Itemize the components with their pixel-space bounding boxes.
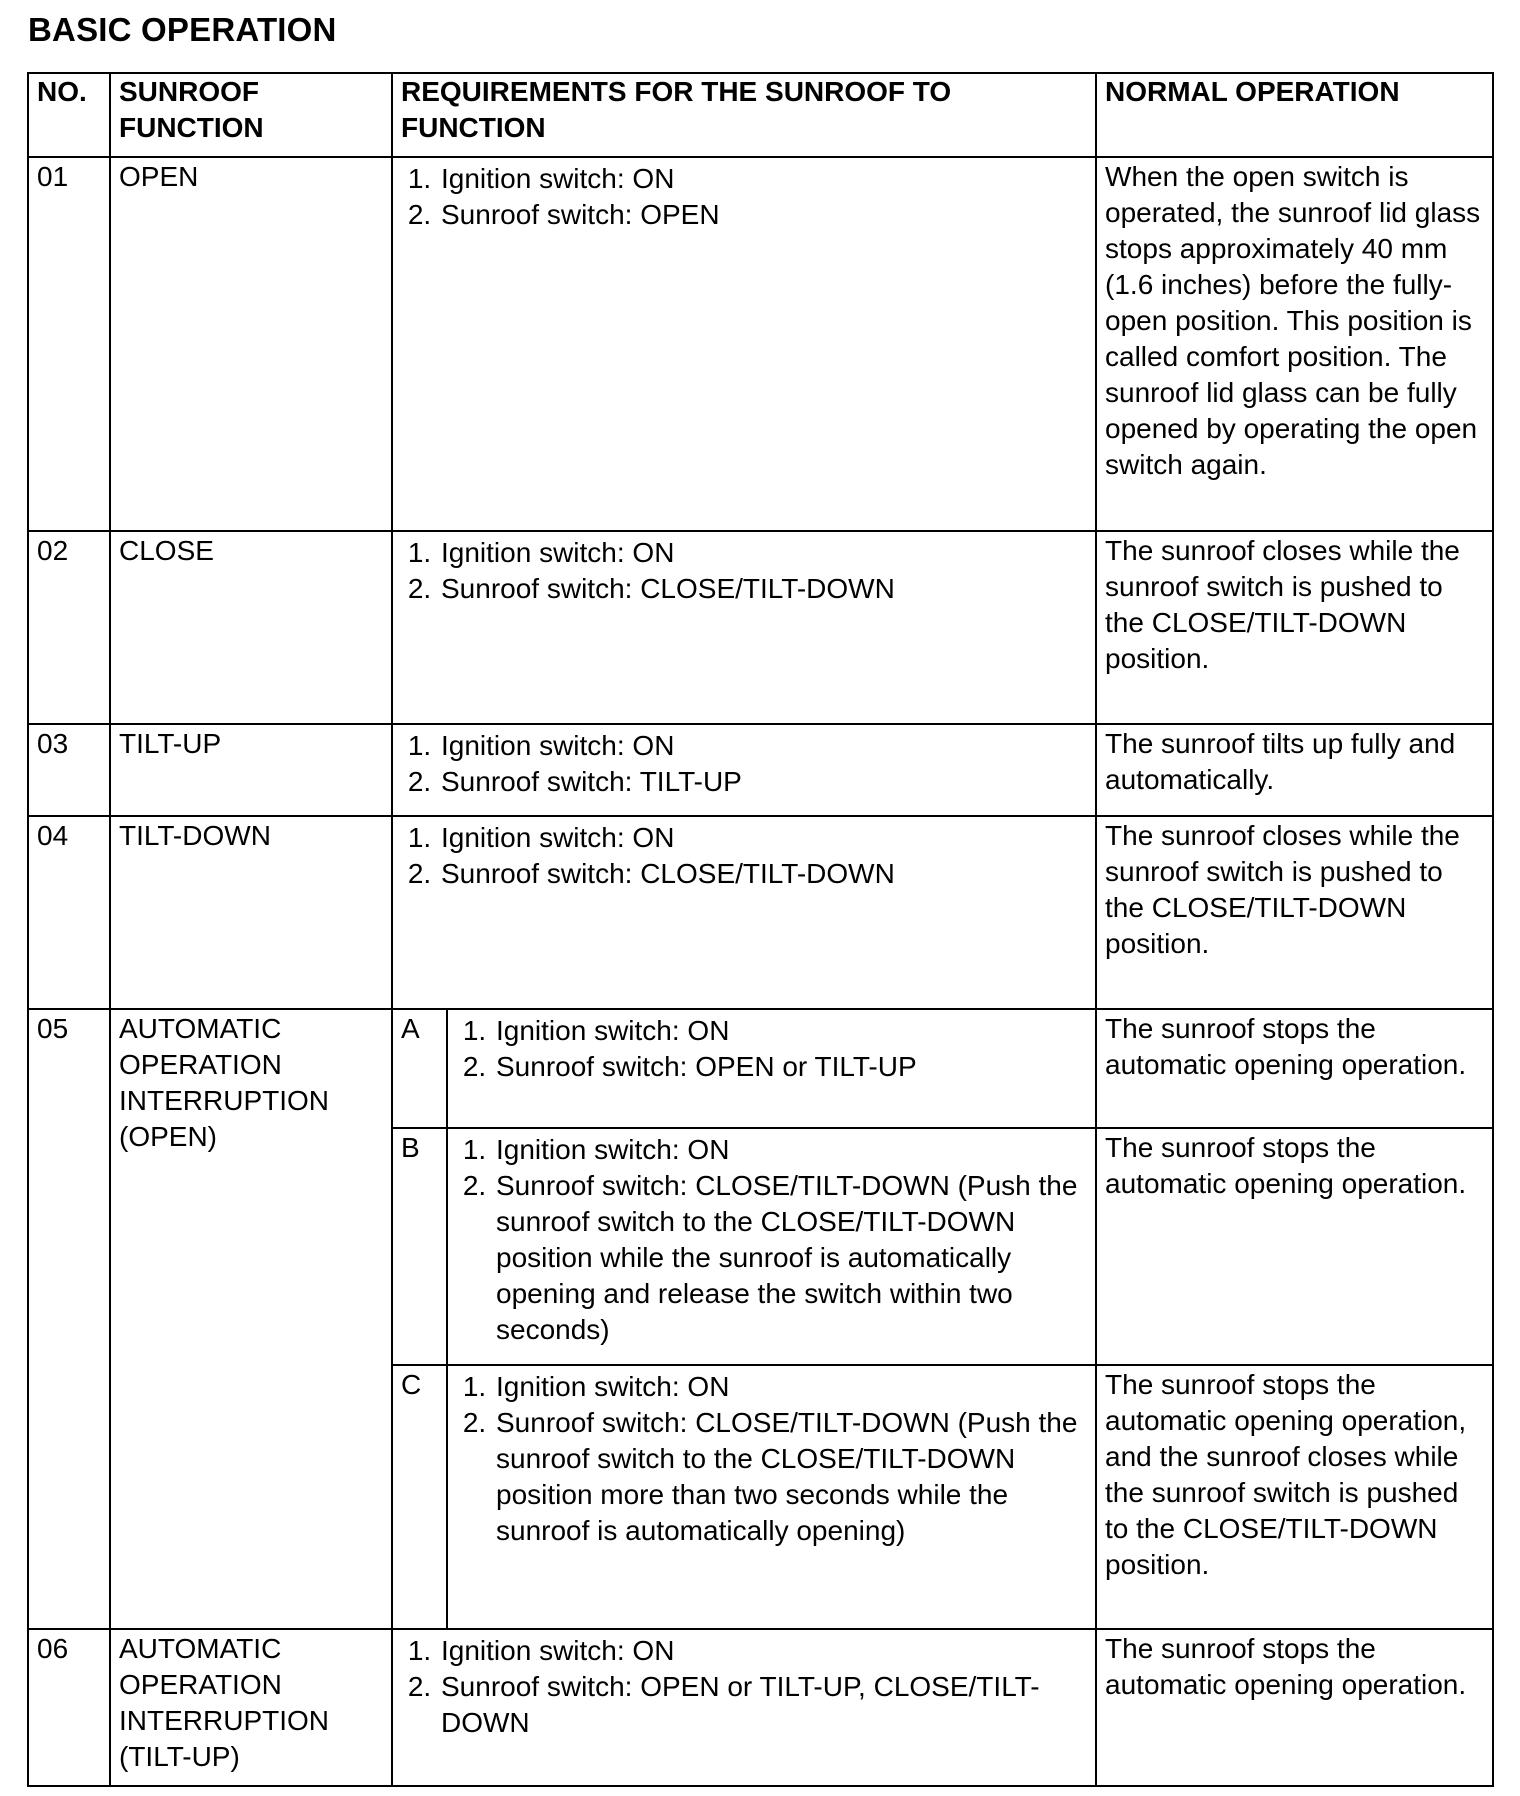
requirement-item: 2. Sunroof switch: TILT-UP: [439, 764, 1087, 800]
requirement-item: 2. Sunroof switch: CLOSE/TILT-DOWN (Push the sunroof switch to the CLOSE/TILT-DOWN position while the sunroof is automatically opening and release the switch within two seconds): [494, 1168, 1087, 1348]
requirement-item: 1. Ignition switch: ON: [494, 1013, 1087, 1049]
row-normal-operation: The sunroof stops the automatic opening operation.: [1096, 1128, 1493, 1365]
row-no: 01: [28, 157, 110, 531]
row-no: 05: [28, 1009, 110, 1629]
row-no: 03: [28, 724, 110, 816]
table-row: [28, 816, 1493, 1009]
requirement-item: 2. Sunroof switch: OPEN: [439, 197, 1087, 233]
requirement-item: 2. Sunroof switch: CLOSE/TILT-DOWN: [439, 856, 1087, 892]
header-function: SUNROOF FUNCTION: [110, 73, 392, 157]
row-requirements: [447, 1365, 1096, 1629]
page-title: BASIC OPERATION: [28, 11, 337, 48]
requirement-item: 2. Sunroof switch: OPEN or TILT-UP, CLOSE/TILT-DOWN: [439, 1669, 1087, 1741]
row-normal-operation: The sunroof closes while the sunroof switch is pushed to the CLOSE/TILT-DOWN position.: [1096, 816, 1493, 1009]
requirement-item: 1. Ignition switch: ON: [494, 1369, 1087, 1405]
table-header-row: [28, 73, 1493, 157]
row-normal-operation: The sunroof closes while the sunroof switch is pushed to the CLOSE/TILT-DOWN position.: [1096, 531, 1493, 724]
header-normal-operation: NORMAL OPERATION: [1096, 73, 1493, 157]
requirement-item: 2. Sunroof switch: CLOSE/TILT-DOWN: [439, 571, 1087, 607]
row-requirements: [392, 724, 1096, 816]
table-row: [28, 531, 1493, 724]
header-requirements: REQUIREMENTS FOR THE SUNROOF TO FUNCTION: [392, 73, 1096, 157]
requirement-item: 2. Sunroof switch: CLOSE/TILT-DOWN (Push the sunroof switch to the CLOSE/TILT-DOWN position more than two seconds while the sunroof is automatically opening): [494, 1405, 1087, 1549]
row-normal-operation: The sunroof tilts up fully and automatically.: [1096, 724, 1493, 816]
row-requirements: [392, 157, 1096, 531]
row-requirements: [447, 1128, 1096, 1365]
requirement-item: 1. Ignition switch: ON: [439, 820, 1087, 856]
row-no: 04: [28, 816, 110, 1009]
row-requirements: [447, 1009, 1096, 1128]
row-normal-operation: The sunroof stops the automatic opening operation.: [1096, 1009, 1493, 1128]
row-function: TILT-UP: [110, 724, 392, 816]
row-normal-operation: The sunroof stops the automatic opening operation.: [1096, 1629, 1493, 1786]
table-row: [28, 1629, 1493, 1786]
header-no: NO.: [28, 73, 110, 157]
table-row: [28, 724, 1493, 816]
requirement-item: 1. Ignition switch: ON: [439, 1633, 1087, 1669]
sub-case-label: C: [392, 1365, 447, 1629]
row-normal-operation: When the open switch is operated, the sunroof lid glass stops approximately 40 mm (1.6 inches) before the fully-open position. This position is called comfort position. The sunroof lid glass can be fully opened by operating the open switch again.: [1096, 157, 1493, 531]
table-row: [28, 157, 1493, 531]
row-function: AUTOMATIC OPERATION INTERRUPTION (TILT-UP): [110, 1629, 392, 1786]
requirement-item: 1. Ignition switch: ON: [439, 728, 1087, 764]
row-requirements: [392, 531, 1096, 724]
row-function: AUTOMATIC OPERATION INTERRUPTION (OPEN): [110, 1009, 392, 1629]
row-normal-operation: The sunroof stops the automatic opening operation, and the sunroof closes while the sunroof switch is pushed to the CLOSE/TILT-DOWN position.: [1096, 1365, 1493, 1629]
row-function: CLOSE: [110, 531, 392, 724]
requirement-item: 1. Ignition switch: ON: [439, 535, 1087, 571]
row-no: 02: [28, 531, 110, 724]
table-row: [28, 1009, 1493, 1128]
sub-case-label: B: [392, 1128, 447, 1365]
requirement-item: 2. Sunroof switch: OPEN or TILT-UP: [494, 1049, 1087, 1085]
row-requirements: [392, 1629, 1096, 1786]
requirement-item: 1. Ignition switch: ON: [494, 1132, 1087, 1168]
row-no: 06: [28, 1629, 110, 1786]
row-function: TILT-DOWN: [110, 816, 392, 1009]
basic-operation-table: [27, 72, 1494, 1787]
row-requirements: [392, 816, 1096, 1009]
sub-case-label: A: [392, 1009, 447, 1128]
row-function: OPEN: [110, 157, 392, 531]
requirement-item: 1. Ignition switch: ON: [439, 161, 1087, 197]
